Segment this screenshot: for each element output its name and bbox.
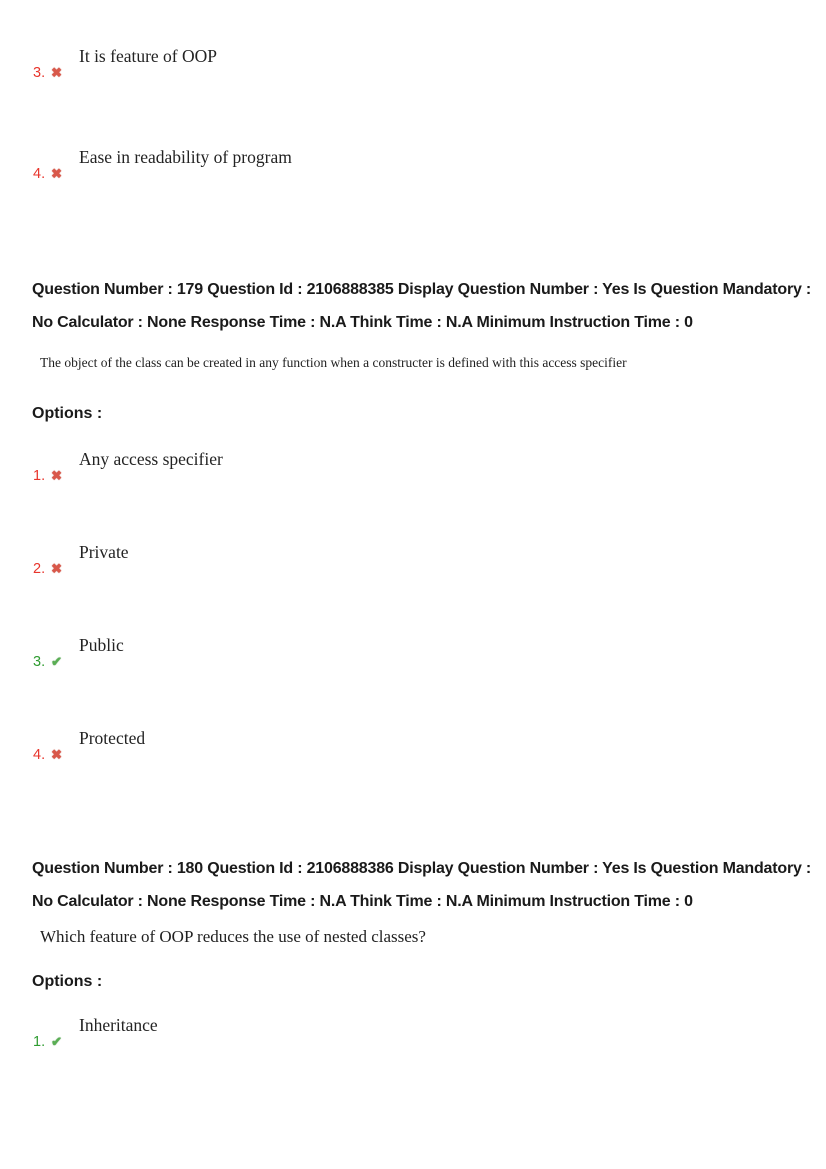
option-marker bbox=[33, 654, 73, 670]
option-row bbox=[33, 146, 826, 182]
option-number: 1. bbox=[33, 1034, 46, 1050]
option-marker bbox=[33, 1034, 73, 1050]
options-heading: Options : bbox=[32, 405, 103, 422]
option-number: 3. bbox=[33, 654, 46, 670]
option-label: Protected bbox=[79, 728, 146, 748]
check-icon: ✔ bbox=[51, 1034, 62, 1049]
option-row bbox=[33, 541, 826, 577]
question-180-text: Which feature of OOP reduces the use of nested classes? bbox=[40, 927, 426, 946]
option-marker bbox=[33, 468, 73, 484]
cross-icon: ✖ bbox=[51, 747, 62, 762]
option-label: Ease in readability of program bbox=[79, 147, 292, 167]
option-label: Inheritance bbox=[79, 1015, 158, 1035]
option-marker bbox=[33, 747, 73, 763]
cross-icon: ✖ bbox=[51, 468, 62, 483]
option-marker bbox=[33, 166, 73, 182]
option-marker bbox=[33, 561, 73, 577]
option-number: 3. bbox=[33, 65, 46, 81]
option-label: Private bbox=[79, 542, 129, 562]
option-marker bbox=[33, 65, 73, 81]
question-180-header: Question Number : 180 Question Id : 2106888386 Display Question Number : Yes Is Question Mandatory : No Calculator : None Response Time : N.A Think Time : N.A Minimum Instruction Time : 0 bbox=[32, 860, 812, 910]
option-label: Any access specifier bbox=[79, 449, 223, 469]
question-179-text: The object of the class can be created in any function when a constructer is defined with this access specifier bbox=[40, 355, 627, 370]
option-row bbox=[33, 727, 826, 763]
option-number: 4. bbox=[33, 747, 46, 763]
cross-icon: ✖ bbox=[51, 166, 62, 181]
option-row bbox=[33, 45, 826, 81]
question-179-header: Question Number : 179 Question Id : 2106888385 Display Question Number : Yes Is Question Mandatory : No Calculator : None Response Time : N.A Think Time : N.A Minimum Instruction Time : 0 bbox=[32, 281, 812, 331]
cross-icon: ✖ bbox=[51, 561, 62, 576]
option-row bbox=[33, 634, 826, 670]
option-row bbox=[33, 448, 826, 484]
options-heading: Options : bbox=[32, 973, 103, 990]
option-number: 4. bbox=[33, 166, 46, 182]
check-icon: ✔ bbox=[51, 654, 62, 669]
option-label: Public bbox=[79, 635, 124, 655]
option-row bbox=[33, 1014, 826, 1050]
cross-icon: ✖ bbox=[51, 65, 62, 80]
option-number: 2. bbox=[33, 561, 46, 577]
option-label: It is feature of OOP bbox=[79, 46, 218, 66]
option-number: 1. bbox=[33, 468, 46, 484]
